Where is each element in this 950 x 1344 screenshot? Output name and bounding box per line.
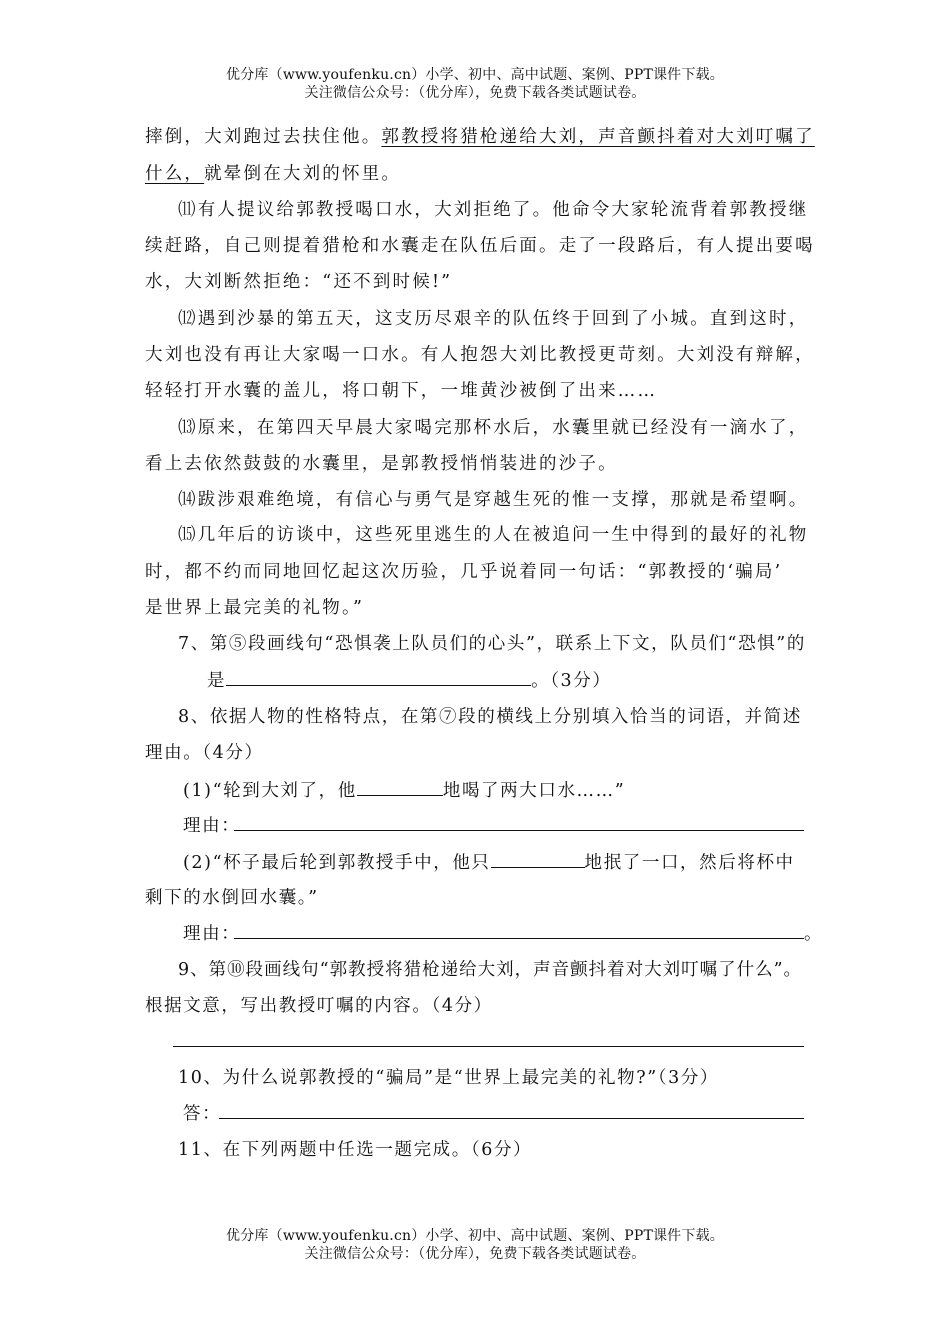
paragraph-15-line-2: 时，都不约而同地回忆起这次历验，几乎说着同一句话：“郭教授的‘骗局’ [145, 562, 783, 582]
page-header [0, 66, 950, 102]
question-7-line-1: 7、第⑤段画线句“恐惧袭上队员们的心头”，联系上下文，队员们“恐惧”的 [178, 634, 806, 654]
header-line-2: 关注微信公众号：（优分库），免费下载各类试题试卷。 [304, 85, 646, 101]
p10-underlined-sentence-2: 什么， [145, 164, 205, 184]
q8-2-end-mark: 。 [804, 924, 824, 944]
p10-underlined-sentence-1: 郭教授将猎枪递给大刘，声音颤抖着对大刘叮嘱了 [381, 127, 815, 147]
paragraph-12-line-2: 大刘也没有再让大家喝一口水。有人抱怨大刘比教授更苛刻。大刘没有辩解， [145, 345, 815, 365]
page-footer [0, 1227, 950, 1263]
paragraph-15-line-3: 是世界上最完美的礼物。” [145, 598, 365, 618]
q8-1-suffix: 地喝了两大口水……” [442, 781, 626, 801]
q10-answer-line[interactable] [219, 1118, 804, 1119]
footer-line-1: 优分库（www.youfenku.cn）小学、初中、高中试题、案例、PPT课件下载。 [226, 1228, 724, 1244]
q8-2-reason-line[interactable] [234, 938, 804, 939]
question-11-line-1: 11、在下列两题中任选一题完成。（6分） [178, 1140, 533, 1160]
q8-1-word-blank[interactable] [357, 779, 443, 796]
p10-text-a: 摔倒，大刘跑过去扶住他。 [145, 127, 382, 147]
q10-answer-label: 答： [183, 1104, 222, 1124]
header-line-1: 优分库（www.youfenku.cn）小学、初中、高中试题、案例、PPT课件下载。 [226, 67, 724, 83]
q8-1-prefix: (1)“轮到大刘了，他 [183, 781, 357, 801]
paragraph-11-line-3: 水，大刘断然拒绝：“还不到时候!” [145, 272, 453, 292]
question-8-line-1: 8、依据人物的性格特点，在第⑦段的横线上分别填入恰当的词语，并简述 [178, 707, 802, 727]
q7-prefix: 是 [207, 671, 227, 691]
paragraph-11-line-1: ⑾有人提议给郭教授喝口水，大刘拒绝了。他命令大家轮流背着郭教授继 [178, 200, 809, 220]
paragraph-11-line-2: 续赶路，自己则提着猎枪和水囊走在队伍后面。走了一段路后，有人提出要喝 [145, 236, 815, 256]
question-8-part-1 [183, 779, 625, 802]
footer-line-2: 关注微信公众号：（优分库），免费下载各类试题试卷。 [304, 1246, 646, 1262]
question-8-part-2-line-2: 剩下的水倒回水囊。” [145, 888, 319, 908]
p10-text-b: 就晕倒在大刘的怀里。 [204, 164, 402, 184]
question-10-line-1: 10、为什么说郭教授的“骗局”是“世界上最完美的礼物?”（3分） [178, 1068, 720, 1088]
q7-suffix: 。（3分） [531, 671, 612, 691]
paragraph-14-line-1: ⒁跋涉艰难绝境，有信心与勇气是穿越生死的惟一支撑，那就是希望啊。 [178, 490, 809, 510]
paragraph-10-line-1 [145, 126, 815, 148]
question-7-line-2 [207, 669, 612, 692]
q8-2-suffix: 地抿了一口，然后将杯中 [584, 853, 795, 873]
q7-answer-blank[interactable] [226, 669, 531, 686]
paragraph-15-line-1: ⒂几年后的访谈中，这些死里逃生的人在被追问一生中得到的最好的礼物 [178, 525, 809, 545]
q9-answer-line[interactable] [173, 1046, 804, 1047]
question-9-line-2: 根据文意，写出教授叮嘱的内容。（4分） [145, 996, 493, 1016]
paragraph-13-line-1: ⒀原来，在第四天早晨大家喝完那杯水后，水囊里就已经没有一滴水了， [178, 418, 809, 438]
question-8-line-2: 理由。（4分） [145, 743, 264, 763]
q8-1-reason-label: 理由： [183, 816, 241, 836]
question-9-line-1: 9、第⑩段画线句“郭教授将猎枪递给大刘，声音颤抖着对大刘叮嘱了什么”。 [178, 960, 803, 980]
paragraph-12-line-3: 轻轻打开水囊的盖儿，将口朝下，一堆黄沙被倒了出来…… [145, 381, 658, 401]
paragraph-12-line-1: ⑿遇到沙暴的第五天，这支历尽艰辛的队伍终于回到了小城。直到这时， [178, 309, 809, 329]
q8-2-word-blank[interactable] [491, 851, 585, 868]
question-8-part-2 [183, 851, 795, 874]
paragraph-13-line-2: 看上去依然鼓鼓的水囊里，是郭教授悄悄装进的沙子。 [145, 454, 618, 474]
q8-2-reason-label: 理由： [183, 924, 241, 944]
q8-2-prefix: (2)“杯子最后轮到郭教授手中，他只 [183, 853, 491, 873]
paragraph-10-line-2 [145, 163, 401, 185]
q8-1-reason-line[interactable] [234, 830, 804, 831]
